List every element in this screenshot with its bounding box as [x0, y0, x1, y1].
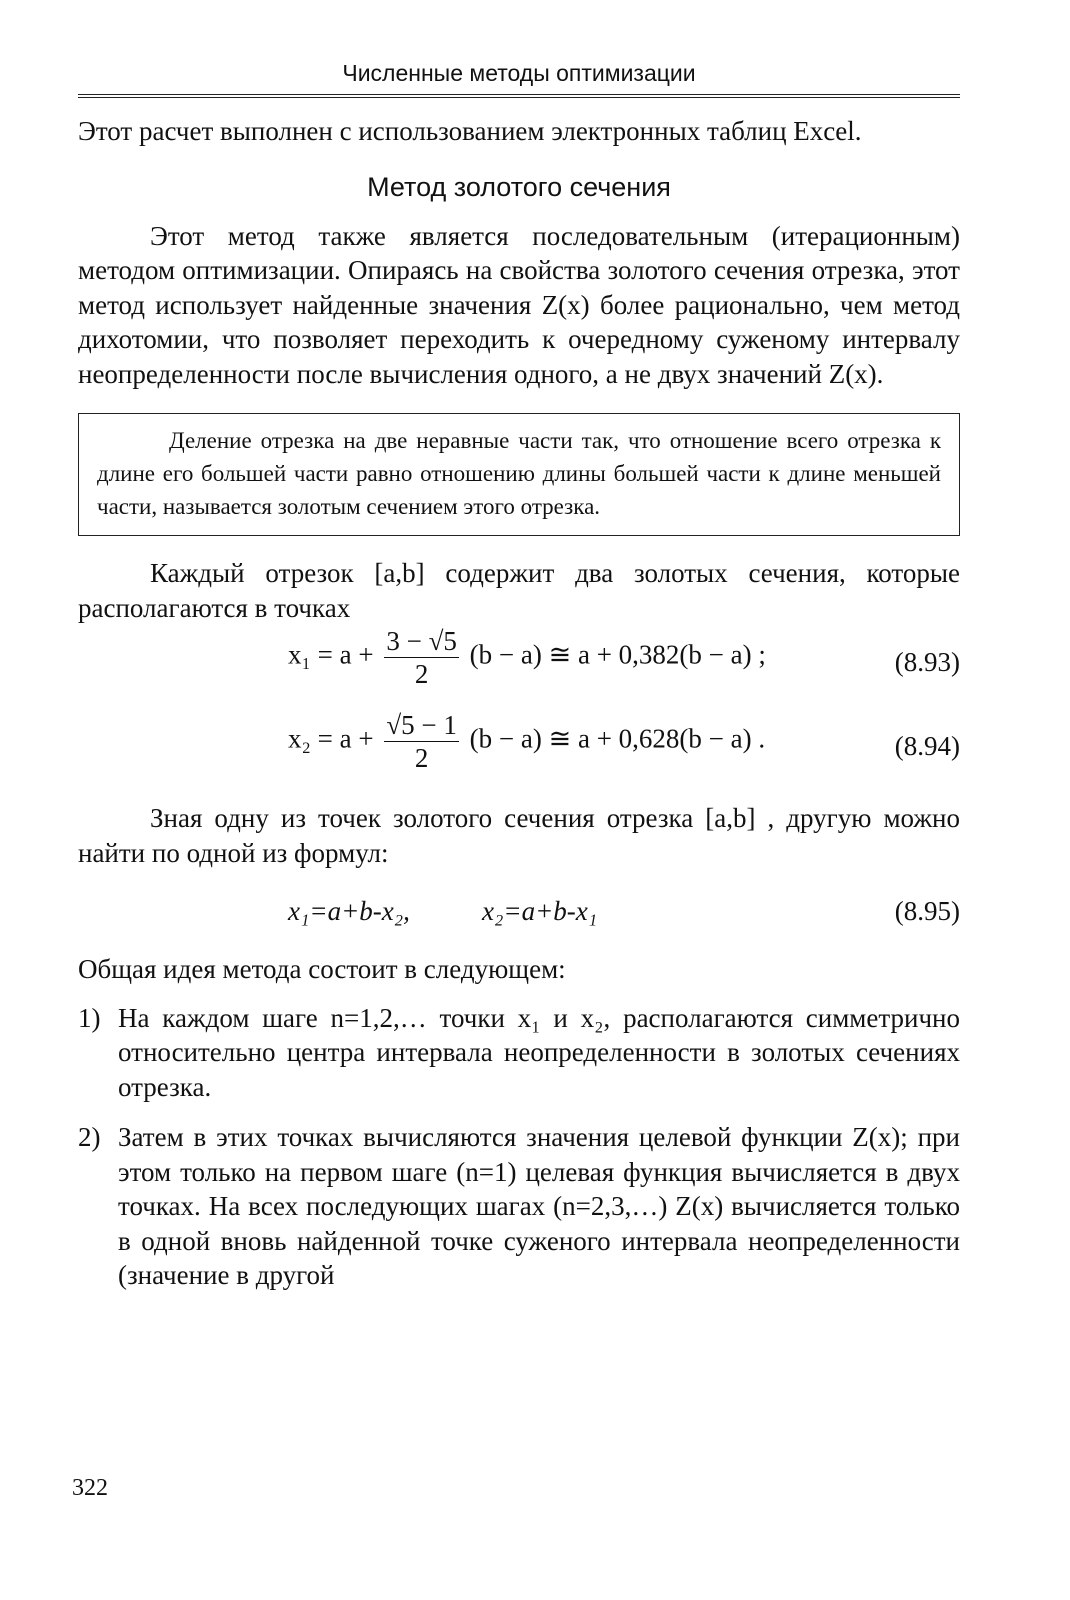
paragraph-2: Каждый отрезок [a,b] содержит два золотых сечения, которые располагаются в точках [78, 558, 960, 623]
equation-8-95 [78, 886, 960, 942]
paragraph-1: Этот метод также является последовательным (итерационным) методом оптимизации. Опираясь на свойства золотого сечения отрезка, этот метод использует найденные значения Z(x) более рационально, чем метод дихотомии, что позволяет переходить к очередному суженому интервалу неопределенности после вычисления одного, а не двух значений Z(x). [78, 220, 960, 389]
eq2-denominator: 2 [414, 743, 429, 773]
eq1-lhs: x₁ = a + [288, 639, 374, 670]
eq2-lhs: x₂ = a + [288, 723, 374, 754]
page-number: 322 [72, 1475, 108, 1501]
eq2-label: (8.94) [894, 731, 960, 761]
idea-line: Общая идея метода состоит в следующем: [78, 954, 566, 984]
page [78, 58, 960, 1293]
list-marker: 1) [78, 1002, 101, 1033]
list-item [78, 1120, 960, 1293]
list-marker: 2) [78, 1122, 101, 1152]
equation-8-94 [78, 709, 960, 793]
eq2-rhs: (b − a) ≅ a + 0,628(b − a) . [469, 723, 766, 754]
eq1-rhs: (b − a) ≅ a + 0,382(b − a) ; [469, 639, 766, 670]
paragraph-3: Зная одну из точек золотого сечения отрезка [a,b] , другую можно найти по одной из формул: [78, 803, 960, 868]
equation-8-93 [78, 625, 960, 709]
eq1-label: (8.93) [894, 647, 960, 677]
definition-text: Деление отрезка на две неравные части так, что отношение всего отрезка к длине его большей части равно отношению длины большей части к длине меньшей части, называется золотым сечением этого отрезка. [97, 428, 941, 519]
running-header: Численные методы оптимизации [342, 60, 696, 86]
definition-box [78, 413, 960, 536]
eq1-denominator: 2 [414, 659, 429, 689]
eq1-numerator: 3 − √5 [386, 626, 457, 656]
section-title: Метод золотого сечения [367, 171, 671, 202]
eq3-right: x₂=a+b-x₁ [482, 896, 598, 926]
header-rule [78, 94, 960, 100]
list-item-text: На каждом шаге n=1,2,… точки x₁ и x₂, располагаются симметрично относительно центра интервала неопределенности в золотых сечениях отрезка. [118, 1002, 960, 1102]
list-item [78, 1001, 960, 1105]
eq2-numerator: √5 − 1 [386, 710, 457, 740]
eq3-label: (8.95) [894, 896, 960, 926]
intro-line: Этот расчет выполнен с использованием электронных таблиц Excel. [78, 116, 862, 146]
steps-list [78, 1001, 960, 1293]
list-item-text: Затем в этих точках вычисляются значения целевой функции Z(x); при этом только на первом шаге (n=1) целевая функция вычисляется в двух точках. На всех последующих шагах (n=2,3,…) Z(x) вычисляется только в одной вновь найденной точке суженого интервала неопределенности (значение в другой [118, 1122, 960, 1290]
eq3-left: x₁=a+b-x₂, [288, 896, 410, 926]
